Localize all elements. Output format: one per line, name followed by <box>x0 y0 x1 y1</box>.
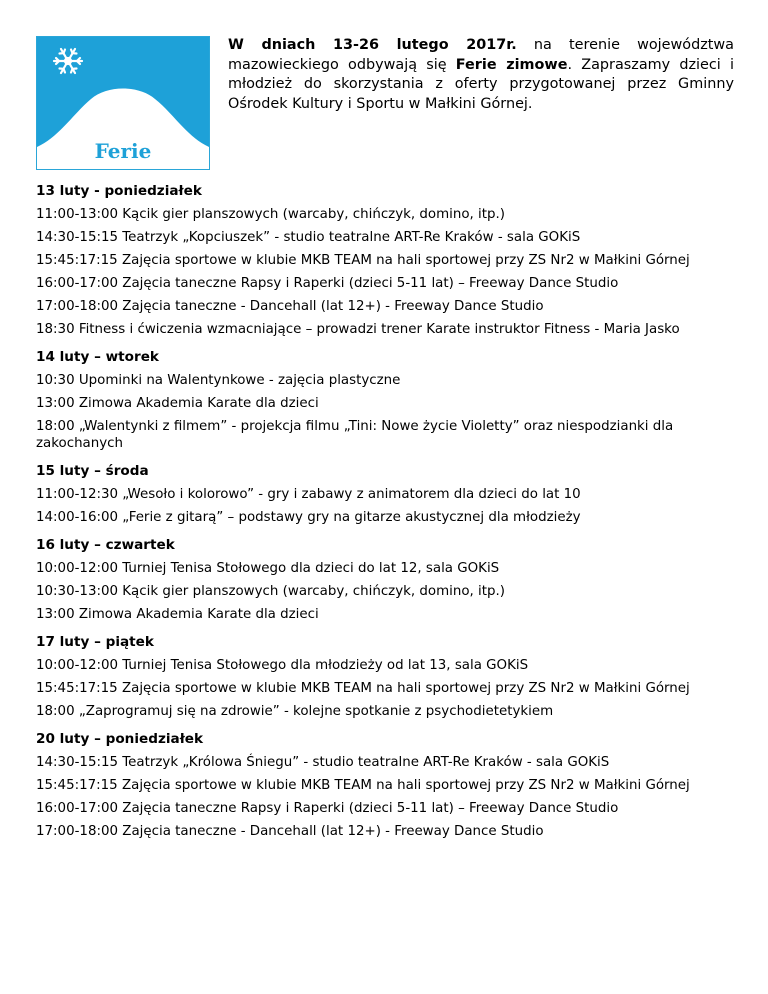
day-title: 17 luty – piątek <box>36 634 154 650</box>
schedule-entry: 10:00-12:00 Turniej Tenisa Stołowego dla dzieci do lat 12, sala GOKiS <box>36 561 500 576</box>
schedule-entry: 13:00 Zimowa Akademia Karate dla dzieci <box>36 607 319 622</box>
day-section <box>36 536 736 623</box>
schedule-entry: 14:30-15:15 Teatrzyk „Królowa Śniegu” - studio teatralne ART-Re Kraków - sala GOKiS <box>36 755 610 770</box>
day-title: 15 luty – środa <box>36 463 149 479</box>
schedule-entry: 11:00-13:00 Kącik gier planszowych (warcaby, chińczyk, domino, itp.) <box>36 207 505 222</box>
intro-bold: Ferie zimowe <box>455 56 568 73</box>
intro-lead: W dniach 13-26 lutego 2017r. <box>228 37 517 53</box>
schedule-entry: 16:00-17:00 Zajęcia taneczne Rapsy i Raperki (dzieci 5-11 lat) – Freeway Dance Studio <box>36 801 619 816</box>
day-section <box>36 462 736 526</box>
day-title: 13 luty - poniedziałek <box>36 183 202 199</box>
schedule <box>36 182 736 850</box>
logo-label: Ferie <box>94 139 152 163</box>
schedule-entry: 15:45:17:15 Zajęcia sportowe w klubie MKB TEAM na hali sportowej przy ZS Nr2 w Małkini Górnej <box>36 681 690 696</box>
intro-text-1: na terenie województwa mazowieckiego odbywają się <box>228 37 734 73</box>
schedule-entry: 18:00 „Zaprogramuj się na zdrowie” - kolejne spotkanie z psychodietetykiem <box>36 704 554 719</box>
schedule-entry: 18:00 „Walentynki z filmem” - projekcja filmu „Tini: Nowe życie Violetty” oraz niespodzianki dla zakochanych <box>36 419 674 451</box>
schedule-entry: 15:45:17:15 Zajęcia sportowe w klubie MKB TEAM na hali sportowej przy ZS Nr2 w Małkini Górnej <box>36 253 690 268</box>
day-section <box>36 348 736 452</box>
schedule-entry: 16:00-17:00 Zajęcia taneczne Rapsy i Raperki (dzieci 5-11 lat) – Freeway Dance Studio <box>36 276 619 291</box>
schedule-entry: 15:45:17:15 Zajęcia sportowe w klubie MKB TEAM na hali sportowej przy ZS Nr2 w Małkini Górnej <box>36 778 690 793</box>
schedule-entry: 10:00-12:00 Turniej Tenisa Stołowego dla młodzieży od lat 13, sala GOKiS <box>36 658 529 673</box>
ferie-logo <box>36 36 210 170</box>
schedule-entry: 14:00-16:00 „Ferie z gitarą” – podstawy gry na gitarze akustycznej dla młodzieży <box>36 510 581 525</box>
schedule-entry: 14:30-15:15 Teatrzyk „Kopciuszek” - studio teatralne ART-Re Kraków - sala GOKiS <box>36 230 581 245</box>
day-section <box>36 633 736 720</box>
day-section <box>36 730 736 840</box>
schedule-entry: 17:00-18:00 Zajęcia taneczne - Dancehall (lat 12+) - Freeway Dance Studio <box>36 299 544 314</box>
day-section <box>36 182 736 338</box>
schedule-entry: 13:00 Zimowa Akademia Karate dla dzieci <box>36 396 319 411</box>
day-title: 20 luty – poniedziałek <box>36 731 204 747</box>
schedule-entry: 11:00-12:30 „Wesoło i kolorowo” - gry i zabawy z animatorem dla dzieci do lat 10 <box>36 487 581 502</box>
day-title: 14 luty – wtorek <box>36 349 159 365</box>
day-title: 16 luty – czwartek <box>36 537 175 553</box>
schedule-entry: 10:30-13:00 Kącik gier planszowych (warcaby, chińczyk, domino, itp.) <box>36 584 505 599</box>
intro-text-2: . Zapraszamy dzieci i młodzież do skorzystania z oferty przygotowanej przez Gminny Ośrodek Kultury i Sportu w Małkini Górnej. <box>228 56 734 112</box>
schedule-entry: 18:30 Fitness i ćwiczenia wzmacniające – prowadzi trener Karate instruktor Fitness - Maria Jasko <box>36 322 680 337</box>
schedule-entry: 17:00-18:00 Zajęcia taneczne - Dancehall (lat 12+) - Freeway Dance Studio <box>36 824 544 839</box>
intro-paragraph <box>228 36 734 114</box>
schedule-entry: 10:30 Upominki na Walentynkowe - zajęcia plastyczne <box>36 373 401 388</box>
